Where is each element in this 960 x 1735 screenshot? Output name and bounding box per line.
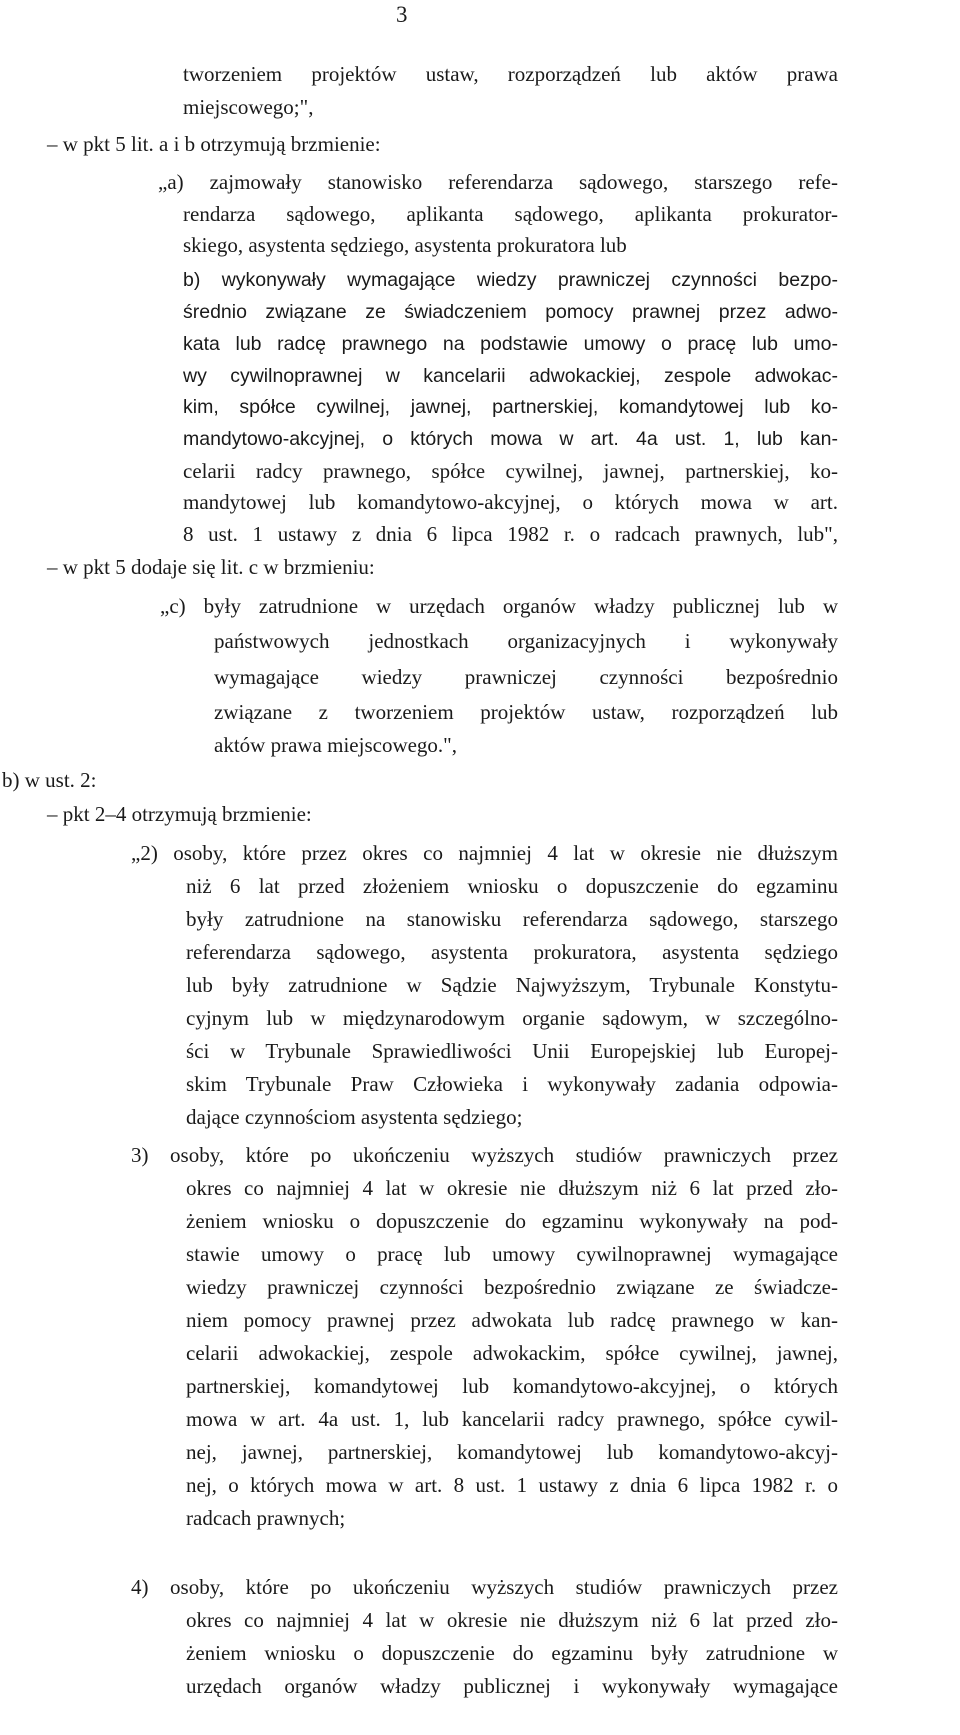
text-line: kim, spółce cywilnej, jawnej, partnerskiej, komandytowej lub ko- bbox=[183, 396, 838, 418]
text-line: skim Trybunale Praw Człowieka i wykonywały zadania odpowia- bbox=[186, 1072, 838, 1096]
text-line: „2) osoby, które przez okres co najmniej 4 lat w okresie nie dłuższym bbox=[131, 841, 838, 865]
text-line: okres co najmniej 4 lat w okresie nie dłuższym niż 6 lat przed zło- bbox=[186, 1608, 838, 1632]
text-line: dające czynnościom asystenta sędziego; bbox=[186, 1105, 523, 1129]
page-number: 3 bbox=[396, 2, 408, 27]
text-line: miejscowego;", bbox=[183, 95, 314, 119]
text-line: nej, o których mowa w art. 8 ust. 1 ustawy z dnia 6 lipca 1982 r. o bbox=[186, 1473, 838, 1497]
text-line: wymagające wiedzy prawniczej czynności bezpośrednio bbox=[214, 665, 838, 689]
text-line: stawie umowy o pracę lub umowy cywilnoprawnej wymagające bbox=[186, 1242, 838, 1266]
text-line: nej, jawnej, partnerskiej, komandytowej lub komandytowo-akcyj- bbox=[186, 1440, 838, 1464]
text-line: rendarza sądowego, aplikanta sądowego, aplikanta prokurator- bbox=[183, 202, 838, 226]
text-line: 4) osoby, które po ukończeniu wyższych studiów prawniczych przez bbox=[131, 1575, 838, 1599]
text-line: celarii radcy prawnego, spółce cywilnej, jawnej, partnerskiej, ko- bbox=[183, 459, 838, 483]
text-line: b) w ust. 2: bbox=[2, 768, 97, 792]
text-line: b) wykonywały wymagające wiedzy prawniczej czynności bezpo- bbox=[183, 269, 838, 291]
text-line: „a) zajmowały stanowisko referendarza sądowego, starszego refe- bbox=[158, 170, 838, 194]
text-line: mowa w art. 4a ust. 1, lub kancelarii radcy prawnego, spółce cywil- bbox=[186, 1407, 838, 1431]
text-line: ści w Trybunale Sprawiedliwości Unii Europejskiej lub Europej- bbox=[186, 1039, 838, 1063]
text-line: partnerskiej, komandytowej lub komandytowo-akcyjnej, o których bbox=[186, 1374, 838, 1398]
text-line: okres co najmniej 4 lat w okresie nie dłuższym niż 6 lat przed zło- bbox=[186, 1176, 838, 1200]
text-line: radcach prawnych; bbox=[186, 1506, 346, 1530]
text-line: średnio związane ze świadczeniem pomocy prawnej przez adwo- bbox=[183, 301, 838, 323]
text-line: były zatrudnione na stanowisku referendarza sądowego, starszego bbox=[186, 907, 838, 931]
text-line: niem pomocy prawnej przez adwokata lub radcę prawnego w kan- bbox=[186, 1308, 838, 1332]
text-line: celarii adwokackiej, zespole adwokackim, spółce cywilnej, jawnej, bbox=[186, 1341, 838, 1365]
text-line: mandytowej lub komandytowo-akcyjnej, o których mowa w art. bbox=[183, 490, 838, 514]
text-line: 8 ust. 1 ustawy z dnia 6 lipca 1982 r. o radcach prawnych, lub", bbox=[183, 522, 838, 546]
text-line: urzędach organów władzy publicznej i wykonywały wymagające bbox=[186, 1674, 838, 1698]
text-line: „c) były zatrudnione w urzędach organów władzy publicznej lub w bbox=[160, 594, 838, 618]
text-line: – w pkt 5 dodaje się lit. c w brzmieniu: bbox=[47, 555, 375, 579]
text-line: – w pkt 5 lit. a i b otrzymują brzmienie: bbox=[47, 132, 381, 156]
text-line: mandytowo-akcyjnej, o których mowa w art. 4a ust. 1, lub kan- bbox=[183, 428, 838, 450]
text-line: żeniem wniosku o dopuszczenie do egzaminu wykonywały na pod- bbox=[186, 1209, 838, 1233]
text-line: aktów prawa miejscowego.", bbox=[214, 733, 457, 757]
text-line: 3) osoby, które po ukończeniu wyższych studiów prawniczych przez bbox=[131, 1143, 838, 1167]
text-line: tworzeniem projektów ustaw, rozporządzeń lub aktów prawa bbox=[183, 62, 838, 86]
text-line: skiego, asystenta sędziego, asystenta prokuratora lub bbox=[183, 233, 627, 257]
text-line: – pkt 2–4 otrzymują brzmienie: bbox=[47, 802, 312, 826]
text-line: żeniem wniosku o dopuszczenie do egzaminu były zatrudnione w bbox=[186, 1641, 838, 1665]
text-line: wy cywilnoprawnej w kancelarii adwokackiej, zespole adwokac- bbox=[183, 365, 838, 387]
text-line: państwowych jednostkach organizacyjnych i wykonywały bbox=[214, 629, 838, 653]
text-line: cyjnym lub w międzynarodowym organie sądowym, w szczególno- bbox=[186, 1006, 838, 1030]
text-line: niż 6 lat przed złożeniem wniosku o dopuszczenie do egzaminu bbox=[186, 874, 838, 898]
text-line: referendarza sądowego, asystenta prokuratora, asystenta sędziego bbox=[186, 940, 838, 964]
text-line: związane z tworzeniem projektów ustaw, rozporządzeń lub bbox=[214, 700, 838, 724]
text-line: lub były zatrudnione w Sądzie Najwyższym, Trybunale Konstytu- bbox=[186, 973, 838, 997]
text-line: kata lub radcę prawnego na podstawie umowy o pracę lub umo- bbox=[183, 333, 838, 355]
text-line: wiedzy prawniczej czynności bezpośrednio związane ze świadcze- bbox=[186, 1275, 838, 1299]
